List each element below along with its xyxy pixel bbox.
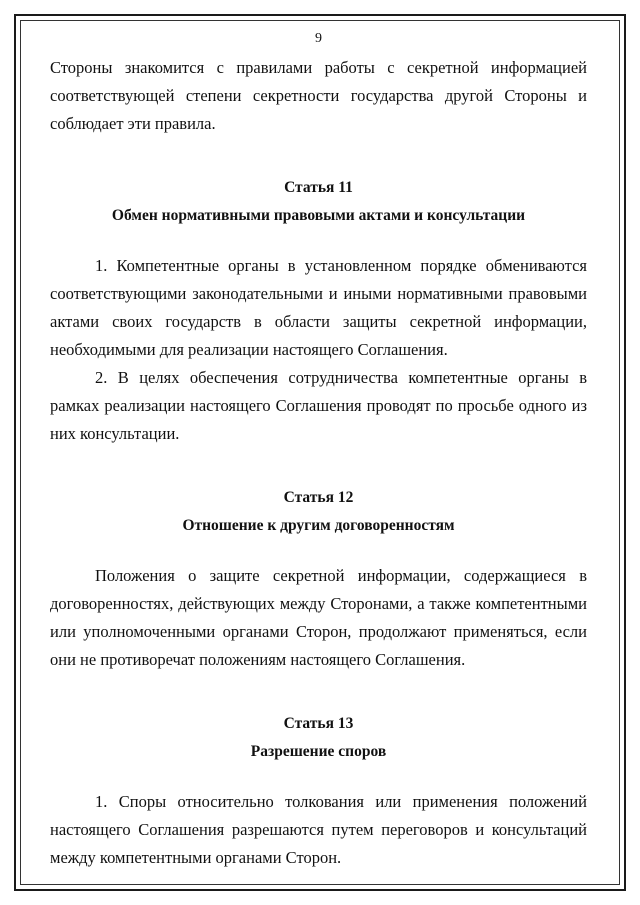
article-12-paragraph-1: Положения о защите секретной информации, содержащиеся в договоренностях, действующих между Сторонами, а также компетентными или уполномоченными органами Сторон, продолжают применяться, если они не противоречат положениям настоящего Соглашения. <box>50 566 587 669</box>
page-number: 9 <box>315 31 322 46</box>
article-11-paragraph-1: 1. Компетентные органы в установленном порядке обмениваются соответствующими законодательными и иными нормативными правовыми актами своих государств в области защиты секретной информации, необходимыми для реализации настоящего Соглашения. <box>50 256 587 359</box>
article-13 <box>50 710 587 872</box>
article-11-paragraph-2: 2. В целях обеспечения сотрудничества компетентные органы в рамках реализации настоящего Соглашения проводят по просьбе одного из них консультации. <box>50 368 587 443</box>
document-page <box>50 30 587 872</box>
article-12-title: Отношение к другим договоренностям <box>182 517 455 534</box>
article-13-paragraph-1: 1. Споры относительно толкования или применения положений настоящего Соглашения разрешаются путем переговоров и консультаций между компетентными органами Сторон. <box>50 792 587 867</box>
article-11-number: Статья 11 <box>284 179 353 196</box>
intro-paragraph: Стороны знакомится с правилами работы с секретной информацией соответствующей степени секретности государства другой Стороны и соблюдает эти правила. <box>50 58 587 133</box>
article-12-number: Статья 12 <box>283 489 354 506</box>
article-13-number: Статья 13 <box>283 715 354 732</box>
article-11 <box>50 174 587 448</box>
article-13-title: Разрешение споров <box>250 743 387 760</box>
article-12 <box>50 484 587 674</box>
article-11-title: Обмен нормативными правовыми актами и консультации <box>111 207 526 224</box>
